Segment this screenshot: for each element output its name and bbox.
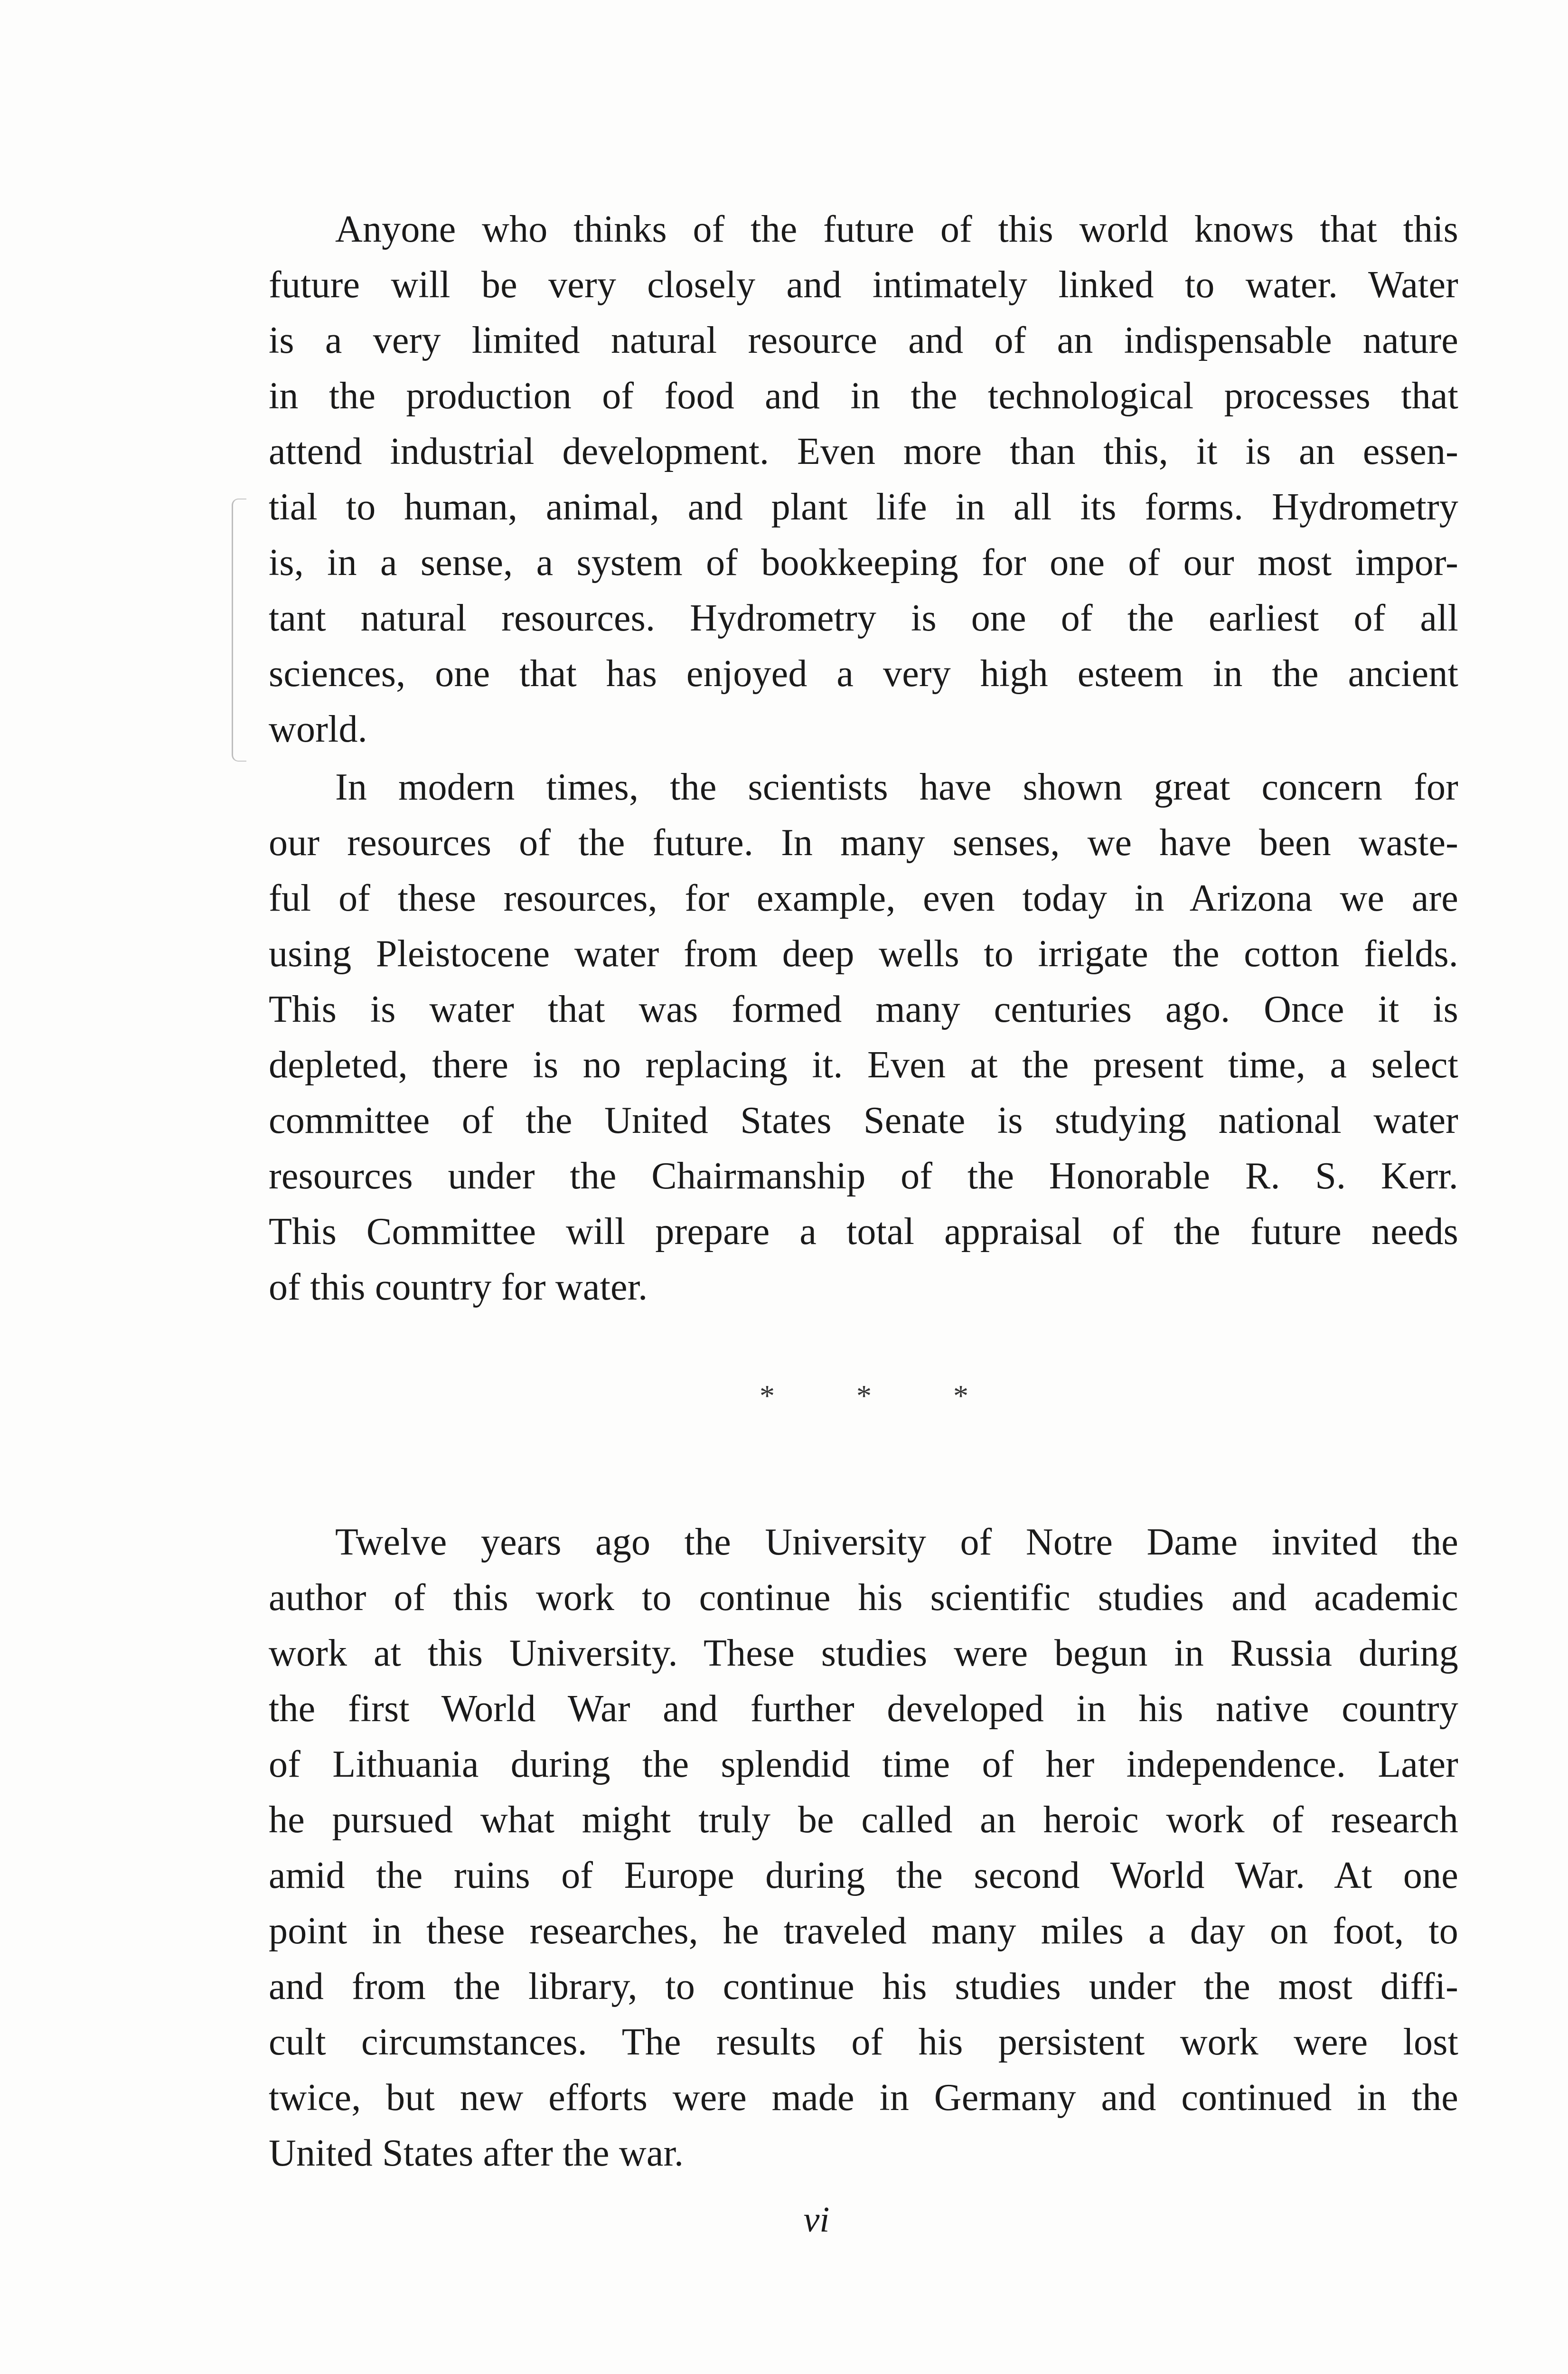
text-line: future will be very closely and intimately linked to water. Water — [269, 264, 1458, 306]
text-line: In modern times, the scientists have shown great concern for — [335, 766, 1458, 808]
paragraph-modern-times — [269, 760, 1458, 1315]
text-line: our resources of the future. In many senses, we have been waste- — [269, 822, 1458, 864]
text-line: cult circumstances. The results of his persistent work were lost — [269, 2021, 1458, 2063]
text-line: resources under the Chairmanship of the Honorable R. S. Kerr. — [269, 1155, 1458, 1197]
text-line: author of this work to continue his scientific studies and academic — [269, 1577, 1458, 1619]
text-line: he pursued what might truly be called an heroic work of research — [269, 1799, 1458, 1841]
section-separator — [760, 1377, 968, 1415]
text-line: This Committee will prepare a total appraisal of the future needs — [269, 1211, 1458, 1253]
text-line: tant natural resources. Hydrometry is one of the earliest of all — [269, 597, 1458, 639]
text-line: Twelve years ago the University of Notre Dame invited the — [335, 1521, 1458, 1563]
text-line: is, in a sense, a system of bookkeeping for one of our most impor- — [269, 542, 1458, 584]
text-line: depleted, there is no replacing it. Even at the present time, a select — [269, 1044, 1458, 1086]
asterisk-mark: * — [760, 1379, 775, 1413]
text-line: of this country for water. — [269, 1266, 648, 1308]
text-line: work at this University. These studies were begun in Russia during — [269, 1632, 1458, 1674]
text-line: This is water that was formed many centuries ago. Once it is — [269, 989, 1458, 1030]
text-line: of Lithuania during the splendid time of her independence. Later — [269, 1743, 1458, 1785]
text-line: sciences, one that has enjoyed a very high esteem in the ancient — [269, 653, 1458, 695]
text-line: ful of these resources, for example, even today in Arizona we are — [269, 877, 1458, 919]
page-number: vi — [803, 2200, 830, 2240]
text-line: United States after the war. — [269, 2132, 684, 2174]
text-line: in the production of food and in the technological processes that — [269, 375, 1458, 417]
text-line: point in these researches, he traveled many miles a day on foot, to — [269, 1910, 1458, 1952]
paragraph-notre-dame — [269, 1515, 1458, 2181]
text-line: using Pleistocene water from deep wells to irrigate the cotton fields. — [269, 933, 1458, 975]
asterisk-mark: * — [953, 1379, 968, 1413]
text-line: amid the ruins of Europe during the second World War. At one — [269, 1855, 1458, 1896]
text-line: and from the library, to continue his studies under the most diffi- — [269, 1966, 1458, 2007]
text-line: Anyone who thinks of the future of this world knows that this — [335, 208, 1458, 250]
text-line: twice, but new efforts were made in Germany and continued in the — [269, 2077, 1458, 2119]
text-line: tial to human, animal, and plant life in all its forms. Hydrometry — [269, 486, 1458, 528]
paragraph-water-future — [269, 202, 1458, 757]
text-line: the first World War and further developed in his native country — [269, 1688, 1458, 1730]
text-line: attend industrial development. Even more than this, it is an essen- — [269, 431, 1458, 472]
asterisk-mark: * — [856, 1379, 872, 1413]
margin-pencil-mark — [232, 499, 246, 762]
text-line: is a very limited natural resource and of an indispensable nature — [269, 320, 1458, 361]
text-line: world. — [269, 708, 367, 750]
text-line: committee of the United States Senate is studying national water — [269, 1100, 1458, 1141]
